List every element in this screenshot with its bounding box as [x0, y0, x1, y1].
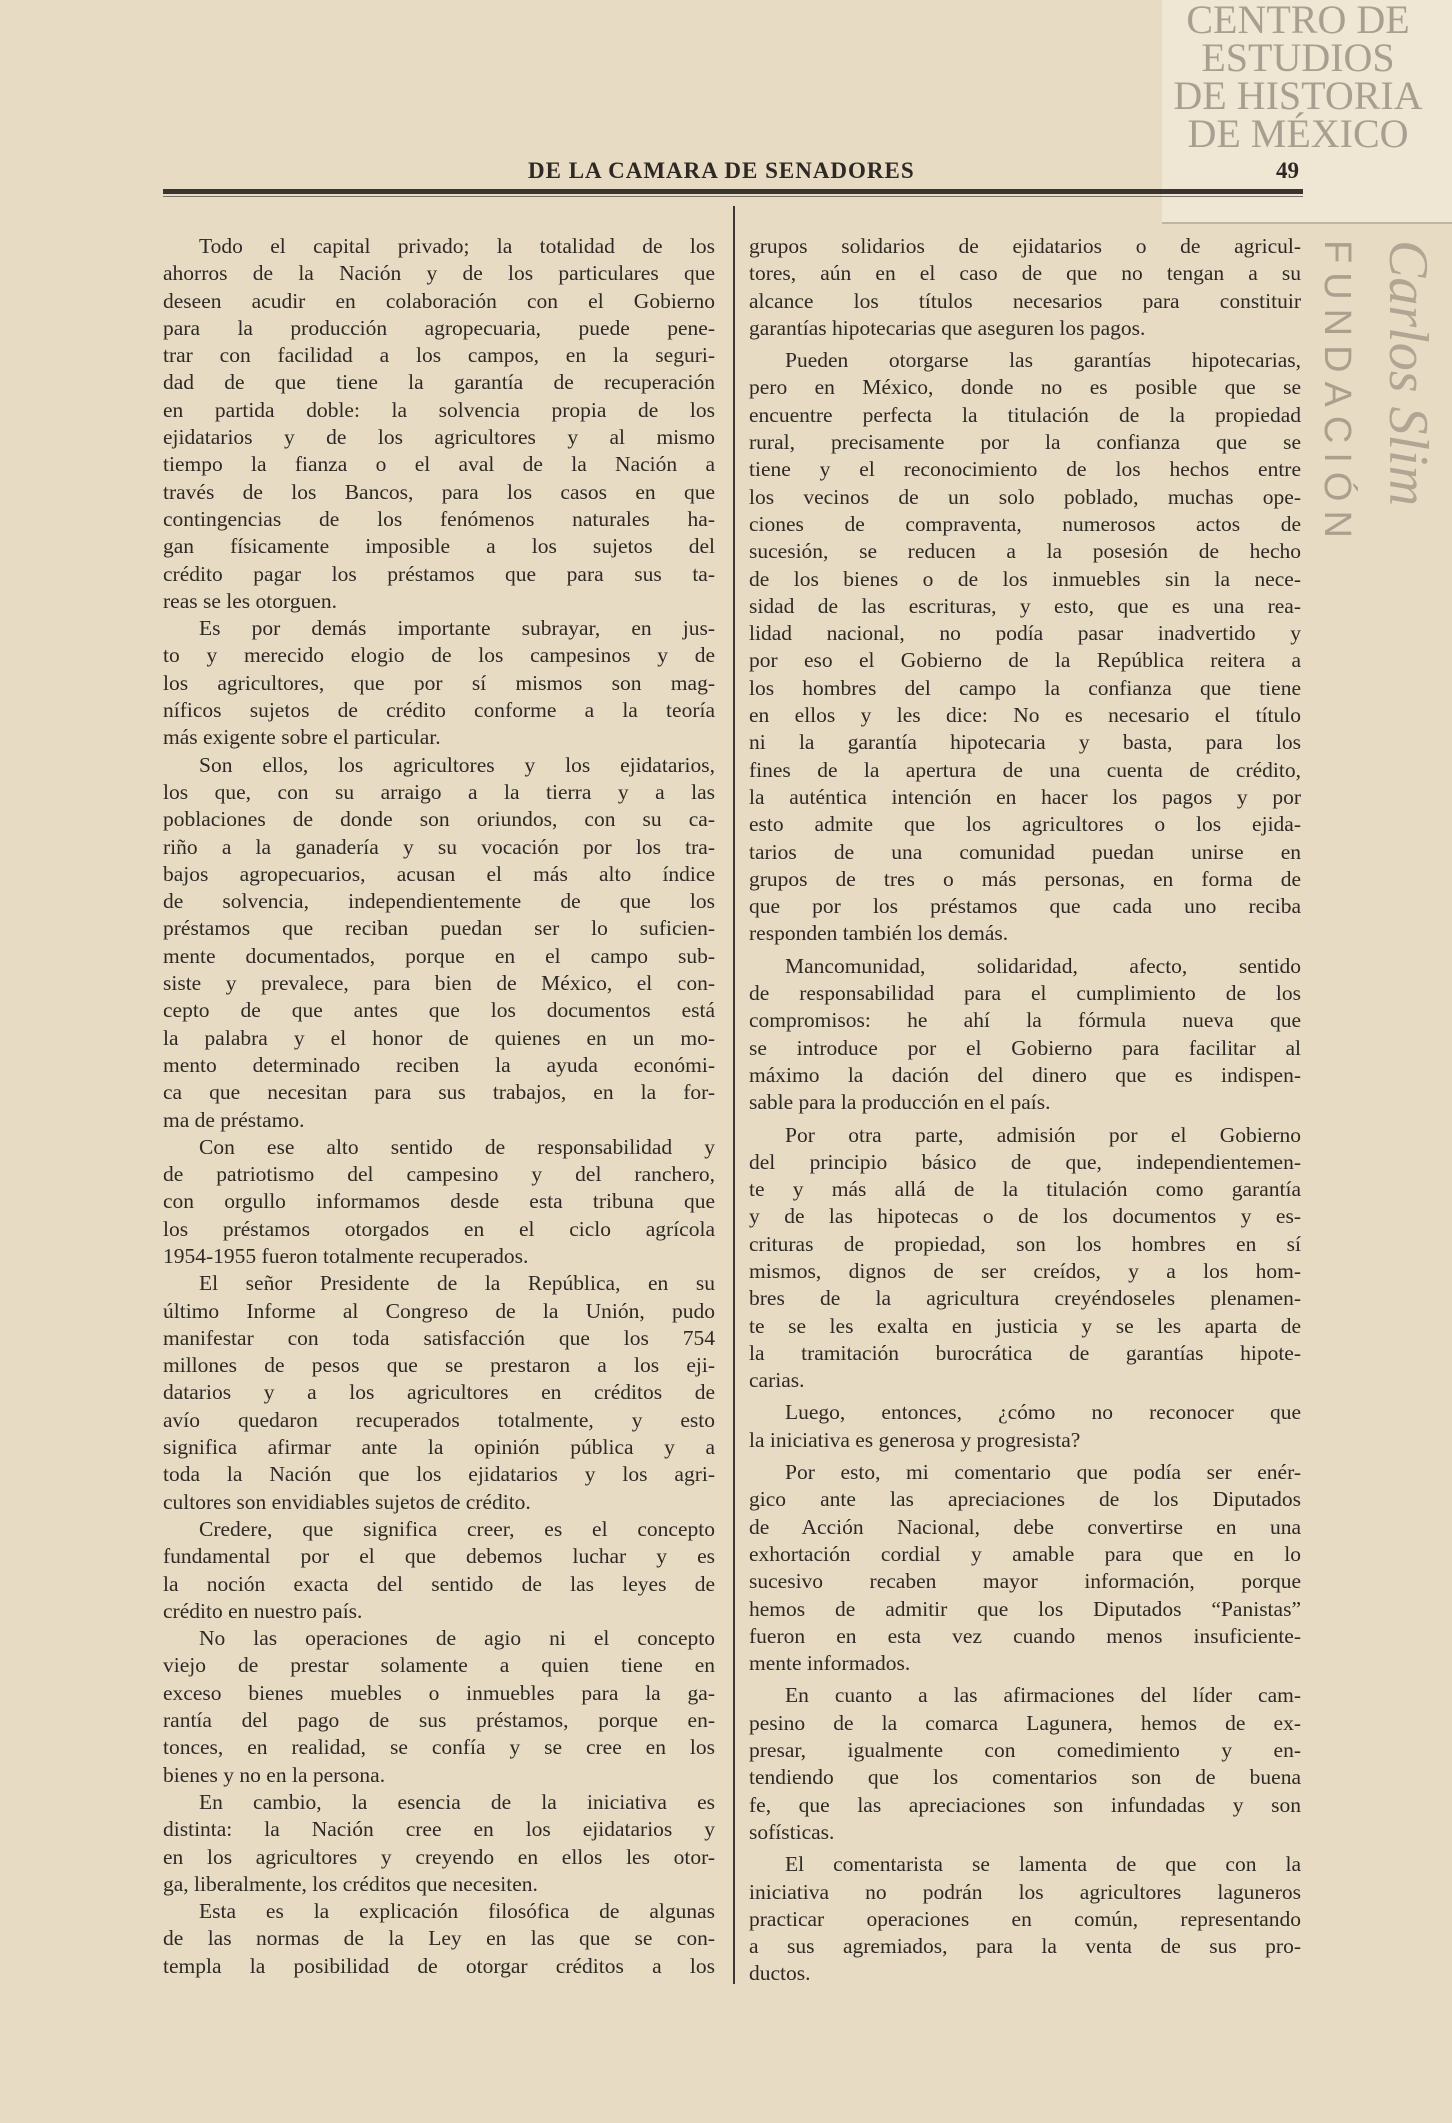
text-line: practicar operaciones en común, representando: [749, 1906, 1301, 1931]
watermark-signature: Carlos Slim: [1377, 240, 1439, 507]
text-line: lidad nacional, no podía pasar inadvertido y: [749, 621, 1301, 646]
left-column: [163, 233, 715, 1980]
text-line: tarios de una comunidad puedan unirse en: [749, 839, 1301, 864]
text-line: y de las hipotecas o de los documentos y es-: [749, 1204, 1301, 1229]
paragraph: [163, 1134, 715, 1270]
paragraph: [163, 1516, 715, 1625]
paragraph: [749, 233, 1301, 342]
text-line: Con ese alto sentido de responsabilidad y: [199, 1134, 715, 1159]
text-line: ni la garantía hipotecaria y basta, para los: [749, 730, 1301, 755]
text-line: la palabra y el honor de quienes en un mo-: [163, 1025, 715, 1050]
text-line: en ellos y les dice: No es necesario el título: [749, 703, 1301, 728]
text-line: con orgullo informamos desde esta tribuna que: [163, 1189, 715, 1214]
text-line: fe, que las apreciaciones son infundadas y son: [749, 1792, 1301, 1817]
text-line: crédito en nuestro país.: [163, 1598, 363, 1623]
text-line: pero en México, donde no es posible que se: [749, 375, 1301, 400]
paragraph: [163, 233, 715, 615]
text-line: 1954-1955 fueron totalmente recuperados.: [163, 1243, 529, 1268]
paragraph: [163, 1898, 715, 1980]
text-line: los agricultores, que por sí mismos son mag-: [163, 670, 715, 695]
text-line: Luego, entonces, ¿cómo no reconocer que: [785, 1400, 1301, 1425]
text-line: te y más allá de la titulación como garantía: [749, 1177, 1301, 1202]
text-line: ejidatarios y de los agricultores y al mismo: [163, 425, 715, 450]
text-line: fundamental por el que debemos luchar y es: [163, 1544, 715, 1569]
text-line: níficos sujetos de crédito conforme a la teoría: [163, 698, 715, 723]
watermark-line: ESTUDIOS: [1201, 35, 1395, 80]
paragraph: [163, 1789, 715, 1898]
text-line: ca que necesitan para sus trabajos, en la for-: [163, 1080, 715, 1105]
text-line: tonces, en realidad, se confía y se cree en los: [163, 1735, 715, 1760]
watermark-line: DE HISTORIA: [1173, 73, 1423, 118]
paragraph: [749, 1851, 1301, 1987]
text-line: to y merecido elogio de los campesinos y de: [163, 643, 715, 668]
text-line: los vecinos de un solo poblado, muchas ope-: [749, 484, 1301, 509]
text-line: bres de la agricultura creyéndoseles plenamen-: [749, 1286, 1301, 1311]
text-line: reas se les otorguen.: [163, 588, 337, 613]
text-line: alcance los títulos necesarios para constituir: [749, 288, 1301, 313]
text-line: tores, aún en el caso de que no tengan a su: [749, 261, 1301, 286]
text-line: gico ante las apreciaciones de los Diputados: [749, 1487, 1301, 1512]
text-line: significa afirmar ante la opinión pública y a: [163, 1435, 715, 1460]
text-line: sable para la producción en el país.: [749, 1090, 1051, 1115]
header-rule: [163, 189, 1303, 194]
paragraph: [163, 615, 715, 751]
text-line: mente informados.: [749, 1651, 911, 1676]
text-line: pesino de la comarca Lagunera, hemos de ex-: [749, 1710, 1301, 1735]
text-line: máximo la dación del dinero que es indispen-: [749, 1062, 1301, 1087]
text-line: ahorros de la Nación y de los particulares que: [163, 261, 715, 286]
text-line: te se les exalta en justicia y se les aparta de: [749, 1313, 1301, 1338]
text-line: ductos.: [749, 1961, 811, 1986]
text-line: Mancomunidad, solidaridad, afecto, sentido: [785, 953, 1301, 978]
text-line: Esta es la explicación filosófica de algunas: [199, 1899, 715, 1924]
text-line: Por esto, mi comentario que podía ser enér-: [785, 1460, 1301, 1485]
column-divider: [733, 206, 735, 1984]
header-rule-thin: [163, 196, 1303, 197]
text-line: cultores son envidiables sujetos de crédito.: [163, 1489, 531, 1514]
text-line: exceso bienes muebles o inmuebles para la ga-: [163, 1680, 715, 1705]
text-line: sucesión, se reducen a la posesión de hecho: [749, 539, 1301, 564]
text-line: bienes y no en la persona.: [163, 1762, 386, 1787]
text-line: contingencias de los fenómenos naturales ha-: [163, 506, 715, 531]
text-line: que por los préstamos que cada uno reciba: [749, 894, 1301, 919]
paragraph: [163, 1625, 715, 1789]
text-line: ga, liberalmente, los créditos que necesiten.: [163, 1871, 538, 1896]
text-line: manifestar con toda satisfacción que los 754: [163, 1325, 715, 1350]
text-line: avío quedaron recuperados totalmente, y esto: [163, 1407, 715, 1432]
text-line: presar, igualmente con comedimiento y en-: [749, 1738, 1301, 1763]
text-line: Son ellos, los agricultores y los ejidatarios,: [199, 752, 715, 777]
text-line: de responsabilidad para el cumplimiento de los: [749, 981, 1301, 1006]
text-line: deseen acudir en colaboración con el Gobierno: [163, 288, 715, 313]
text-line: ma de préstamo.: [163, 1107, 305, 1132]
text-line: ciones de compraventa, numerosos actos de: [749, 511, 1301, 536]
text-line: esto admite que los agricultores o los ejida-: [749, 812, 1301, 837]
text-line: sidad de las escrituras, y esto, que es una rea-: [749, 593, 1301, 618]
text-line: fines de la apertura de una cuenta de crédito,: [749, 757, 1301, 782]
text-line: mente documentados, porque en el campo sub-: [163, 943, 715, 968]
text-line: mento determinado reciben la ayuda económi-: [163, 1052, 715, 1077]
text-line: de patriotismo del campesino y del ranchero,: [163, 1162, 715, 1187]
text-line: toda la Nación que los ejidatarios y los agri-: [163, 1462, 715, 1487]
text-line: Todo el capital privado; la totalidad de los: [199, 234, 715, 258]
text-line: del principio básico de que, independientemen-: [749, 1149, 1301, 1174]
text-line: crituras de propiedad, son los hombres en sí: [749, 1231, 1301, 1256]
text-line: siste y prevalece, para bien de México, el con-: [163, 971, 715, 996]
text-line: de las normas de la Ley en las que se con-: [163, 1926, 715, 1951]
text-line: cepto de que antes que los documentos está: [163, 998, 715, 1023]
text-line: millones de pesos que se prestaron a los eji-: [163, 1353, 715, 1378]
text-line: sofísticas.: [749, 1819, 835, 1844]
paragraph: [749, 1459, 1301, 1677]
paragraph: [749, 1122, 1301, 1395]
text-line: rantía del pago de sus préstamos, porque en-: [163, 1708, 715, 1733]
text-line: El comentarista se lamenta de que con la: [785, 1852, 1301, 1877]
text-line: préstamos que reciban puedan ser lo suficien-: [163, 916, 715, 941]
text-line: grupos de tres o más personas, en forma de: [749, 866, 1301, 891]
paragraph: [749, 1682, 1301, 1846]
text-line: iniciativa no podrán los agricultores laguneros: [749, 1879, 1301, 1904]
watermark-line: CENTRO DE: [1186, 0, 1410, 42]
text-line: rural, precisamente por la confianza que se: [749, 430, 1301, 455]
text-line: trar con facilidad a los campos, en la seguri-: [163, 343, 715, 368]
text-line: mismos, dignos de ser creídos, y a los hom-: [749, 1258, 1301, 1283]
text-line: garantías hipotecarias que aseguren los pagos.: [749, 315, 1146, 340]
text-line: crédito pagar los préstamos que para sus ta-: [163, 561, 715, 586]
text-line: bajos agropecuarios, acusan el más alto índice: [163, 861, 715, 886]
text-line: hemos de admitir que los Diputados “Panistas”: [749, 1596, 1301, 1621]
text-line: de los bienes o de los inmuebles sin la nece-: [749, 566, 1301, 591]
text-line: la iniciativa es generosa y progresista?: [749, 1427, 1081, 1452]
text-line: compromisos: he ahí la fórmula nueva que: [749, 1008, 1301, 1033]
text-line: carias.: [749, 1368, 805, 1393]
running-header: DE LA CAMARA DE SENADORES: [528, 158, 915, 183]
text-line: poblaciones de donde son oriundos, con su ca-: [163, 807, 715, 832]
paragraph: [163, 752, 715, 1134]
text-line: tendiendo que los comentarios son de buena: [749, 1765, 1301, 1790]
text-line: la auténtica intención en hacer los pagos y por: [749, 784, 1301, 809]
text-line: por eso el Gobierno de la República reitera a: [749, 648, 1301, 673]
text-line: los que, con su arraigo a la tierra y a las: [163, 779, 715, 804]
text-line: en partida doble: la solvencia propia de los: [163, 397, 715, 422]
watermark-foundation: FUNDACIÓN: [1316, 240, 1358, 547]
text-line: tiene y el reconocimiento de los hechos entre: [749, 457, 1301, 482]
text-line: en los agricultores y creyendo en ellos les otor-: [163, 1844, 715, 1869]
text-line: El señor Presidente de la República, en su: [199, 1271, 715, 1296]
text-line: datarios y a los agricultores en créditos de: [163, 1380, 715, 1405]
text-line: la noción exacta del sentido de las leyes de: [163, 1571, 715, 1596]
text-line: a sus agremiados, para la venta de sus pro-: [749, 1934, 1301, 1959]
text-line: de Acción Nacional, debe convertirse en una: [749, 1514, 1301, 1539]
text-line: sucesivo recaben mayor información, porque: [749, 1569, 1301, 1594]
right-column: [749, 233, 1301, 1993]
page-number: 49: [1276, 158, 1299, 183]
text-line: se introduce por el Gobierno para facilitar al: [749, 1035, 1301, 1060]
paragraph: [163, 1270, 715, 1516]
text-line: tiempo la fianza o el aval de la Nación a: [163, 452, 715, 477]
text-line: dad de que tiene la garantía de recuperación: [163, 370, 715, 395]
text-line: Por otra parte, admisión por el Gobierno: [785, 1122, 1301, 1147]
text-line: más exigente sobre el particular.: [163, 725, 441, 750]
text-line: Pueden otorgarse las garantías hipotecarias,: [785, 348, 1301, 373]
text-line: viejo de prestar solamente a quien tiene en: [163, 1653, 715, 1678]
paragraph: [749, 347, 1301, 948]
text-line: riño a la ganadería y su vocación por los tra-: [163, 834, 715, 859]
text-line: encuentre perfecta la titulación de la propiedad: [749, 402, 1301, 427]
text-line: Es por demás importante subrayar, en jus-: [199, 616, 715, 641]
watermark-divider: [1162, 222, 1452, 224]
text-line: fueron en esta vez cuando menos insuficiente-: [749, 1623, 1301, 1648]
text-line: grupos solidarios de ejidatarios o de agricul-: [749, 234, 1301, 258]
text-line: los hombres del campo la confianza que tiene: [749, 675, 1301, 700]
text-line: En cuanto a las afirmaciones del líder cam-: [785, 1683, 1301, 1708]
text-line: En cambio, la esencia de la iniciativa es: [199, 1789, 715, 1814]
text-line: la tramitación burocrática de garantías hipote-: [749, 1340, 1301, 1365]
watermark-line: DE MÉXICO: [1187, 111, 1409, 156]
text-line: Credere, que significa creer, es el concepto: [199, 1516, 715, 1541]
text-line: gan físicamente imposible a los sujetos del: [163, 534, 715, 559]
text-line: de solvencia, independientemente de que los: [163, 889, 715, 914]
text-line: los préstamos otorgados en el ciclo agrícola: [163, 1216, 715, 1241]
text-line: través de los Bancos, para los casos en que: [163, 479, 715, 504]
text-line: para la producción agropecuaria, puede pene-: [163, 315, 715, 340]
text-line: exhortación cordial y amable para que en lo: [749, 1541, 1301, 1566]
text-line: templa la posibilidad de otorgar créditos a los: [163, 1953, 715, 1978]
text-line: No las operaciones de agio ni el concepto: [199, 1626, 715, 1651]
text-line: responden también los demás.: [749, 921, 1009, 946]
paragraph: [749, 1399, 1301, 1454]
paragraph: [749, 953, 1301, 1117]
text-line: distinta: la Nación cree en los ejidatarios y: [163, 1817, 715, 1842]
text-line: último Informe al Congreso de la Unión, pudo: [163, 1298, 715, 1323]
